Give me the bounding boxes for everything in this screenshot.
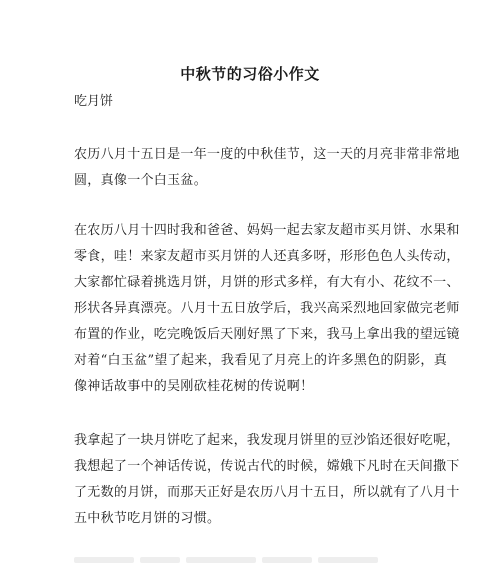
- paragraph-line: 农历八月十五日是一年一度的中秋佳节，这一天的月亮非常非常地: [74, 147, 460, 162]
- paragraph-line: 像神话故事中的吴刚砍桂花树的传说啊！: [74, 379, 314, 394]
- paragraph-1: [74, 142, 460, 194]
- paragraph-line: 五中秋节吃月饼的习惯。: [74, 511, 221, 526]
- paragraph-line: 零食，哇！来家友超市买月饼的人还真多呀，形形色色人头传动，: [74, 249, 460, 264]
- paragraph-line: 我想起了一个神话传说，传说古代的时候，嫦娥下凡时在天间撒下: [74, 459, 460, 474]
- paragraph-line: 圆，真像一个白玉盆。: [74, 173, 208, 188]
- paragraph-line: 对着“白玉盆”望了起来，我看见了月亮上的许多黑色的阴影，真: [74, 353, 447, 368]
- paragraph-2: [74, 218, 460, 400]
- paragraph-line: 了无数的月饼，而那天正好是农历八月十五日，所以就有了八月十: [74, 485, 460, 500]
- document-title: 中秋节的习俗小作文: [180, 65, 320, 83]
- paragraph-line: 布置的作业，吃完晚饭后天刚好黑了下来，我马上拿出我的望远镜: [74, 327, 460, 342]
- paragraph-line: 在农历八月十四时我和爸爸、妈妈一起去家友超市买月饼、水果和: [74, 223, 460, 238]
- paragraph-3: [74, 428, 460, 532]
- paragraph-line: 我拿起了一块月饼吃了起来，我发现月饼里的豆沙馅还很好吃呢，: [74, 433, 460, 448]
- paragraph-line: 大家都忙碌着挑选月饼，月饼的形式多样，有大有小、花纹不一、: [74, 275, 460, 290]
- paragraph-line: 形状各异真漂亮。八月十五日放学后，我兴高采烈地回家做完老师: [74, 301, 460, 316]
- faded-text-fragment: [74, 548, 414, 562]
- document-subtitle: 吃月饼: [74, 94, 114, 109]
